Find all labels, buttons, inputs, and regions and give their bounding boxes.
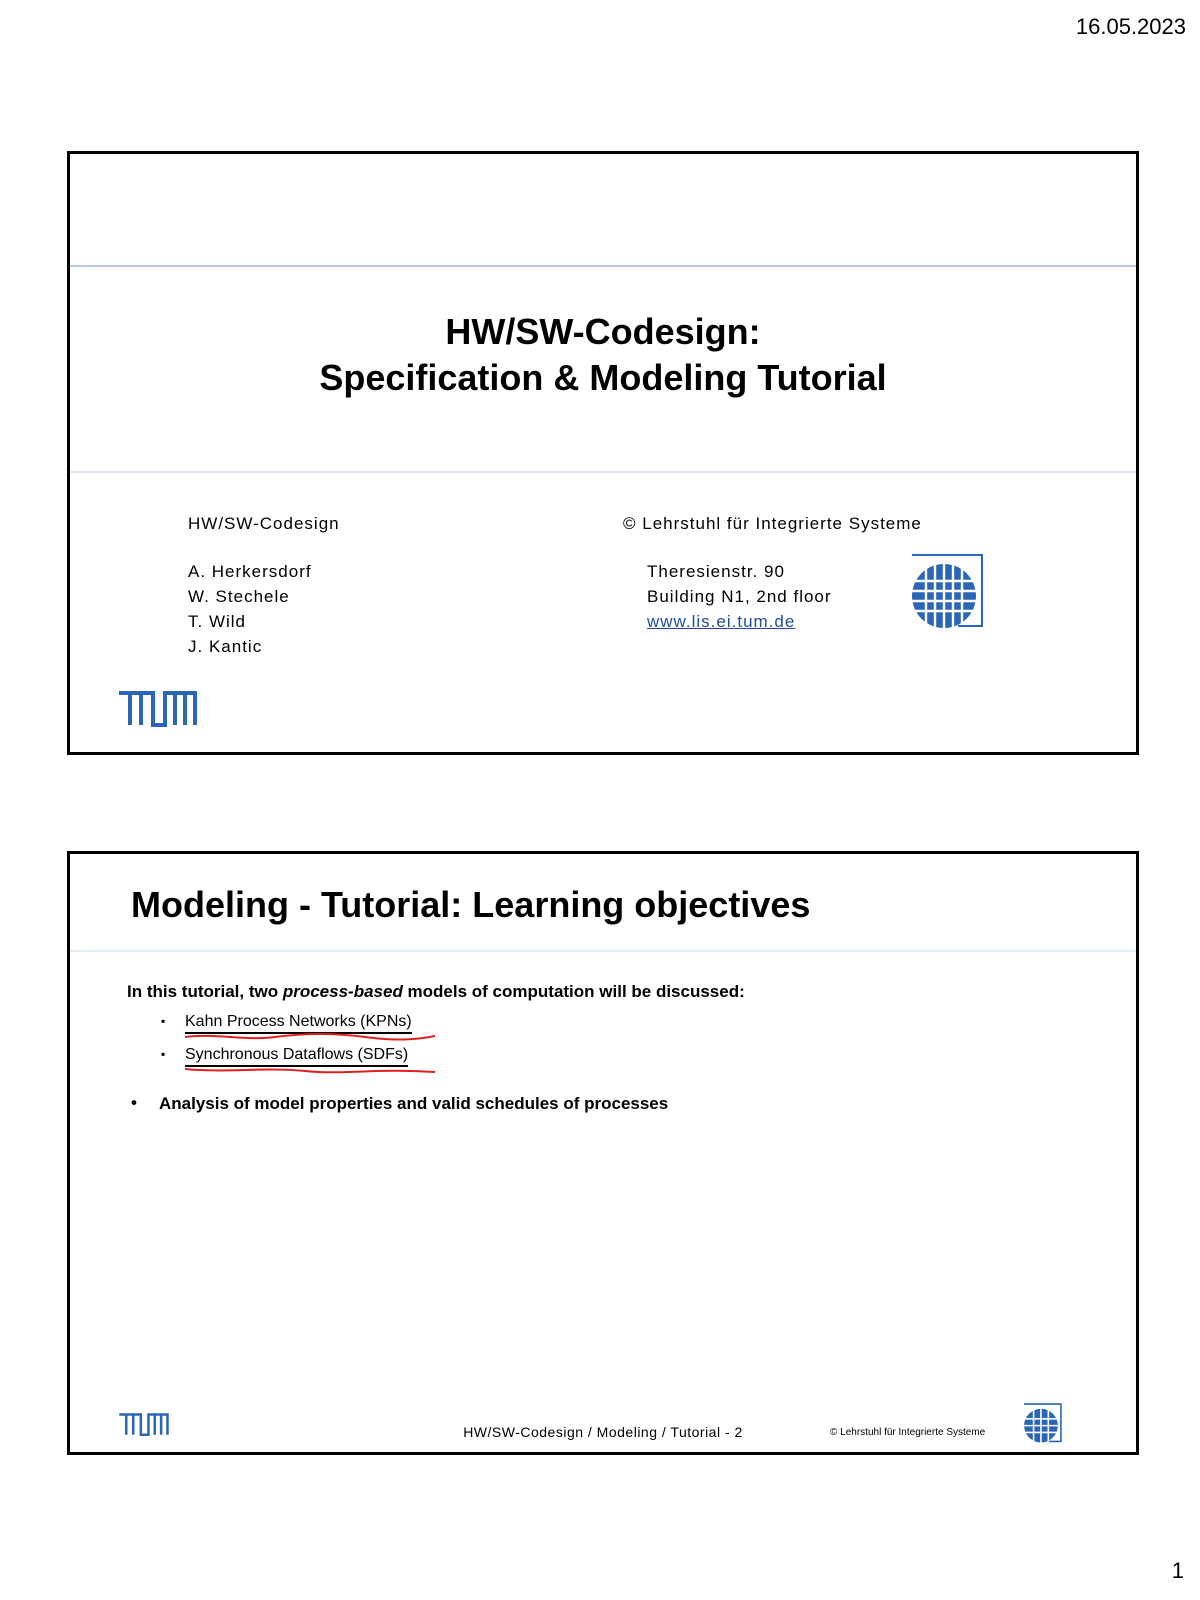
author: W. Stechele xyxy=(188,587,290,606)
author: T. Wild xyxy=(188,612,246,631)
website-link[interactable]: www.lis.ei.tum.de xyxy=(647,612,796,631)
objective-list xyxy=(127,1094,745,1114)
course-name: HW/SW-Codesign xyxy=(188,514,340,533)
author-list xyxy=(188,559,312,659)
list-item: • Analysis of model properties and valid schedules of processes xyxy=(127,1094,745,1114)
header-divider xyxy=(70,265,1136,267)
footer-title: HW/SW-Codesign / Modeling / Tutorial - 2 xyxy=(463,1424,743,1440)
title-divider xyxy=(70,471,1136,473)
title-slide xyxy=(67,151,1139,755)
street: Theresienstr. 90 xyxy=(647,562,785,581)
kpn-item-text: Kahn Process Networks (KPNs) xyxy=(185,1012,412,1034)
title-divider xyxy=(70,950,1136,952)
author: J. Kantic xyxy=(188,637,263,656)
intro-text: In this tutorial, two process-based models of computation will be discussed: xyxy=(127,982,745,1001)
list-item xyxy=(161,1041,745,1074)
red-underline-annotation xyxy=(185,1033,435,1041)
lis-chip-logo-icon xyxy=(906,553,986,634)
model-list xyxy=(127,1008,745,1074)
lis-chip-logo-icon xyxy=(1020,1403,1064,1448)
footer-copyright: © Lehrstuhl für Integrierte Systeme xyxy=(830,1427,986,1438)
slide-body xyxy=(127,982,745,1114)
author: A. Herkersdorf xyxy=(188,562,312,581)
red-underline-annotation xyxy=(185,1066,435,1074)
page-number: 1 xyxy=(1171,1558,1184,1583)
copyright-notice: © Lehrstuhl für Integrierte Systeme xyxy=(623,514,922,533)
emphasis-text: process-based xyxy=(282,982,403,1001)
address-block xyxy=(647,559,832,634)
objectives-slide xyxy=(67,851,1139,1455)
tum-logo-icon xyxy=(117,688,199,733)
slide-title: Modeling - Tutorial: Learning objectives xyxy=(131,884,811,925)
building: Building N1, 2nd floor xyxy=(647,587,832,606)
list-item xyxy=(161,1008,745,1041)
sdf-item-text: Synchronous Dataflows (SDFs) xyxy=(185,1045,408,1067)
page-date: 16.05.2023 xyxy=(1075,14,1186,39)
title-line-2: Specification & Modeling Tutorial xyxy=(319,357,887,398)
slide-title xyxy=(70,309,1136,401)
title-line-1: HW/SW-Codesign: xyxy=(445,311,761,352)
